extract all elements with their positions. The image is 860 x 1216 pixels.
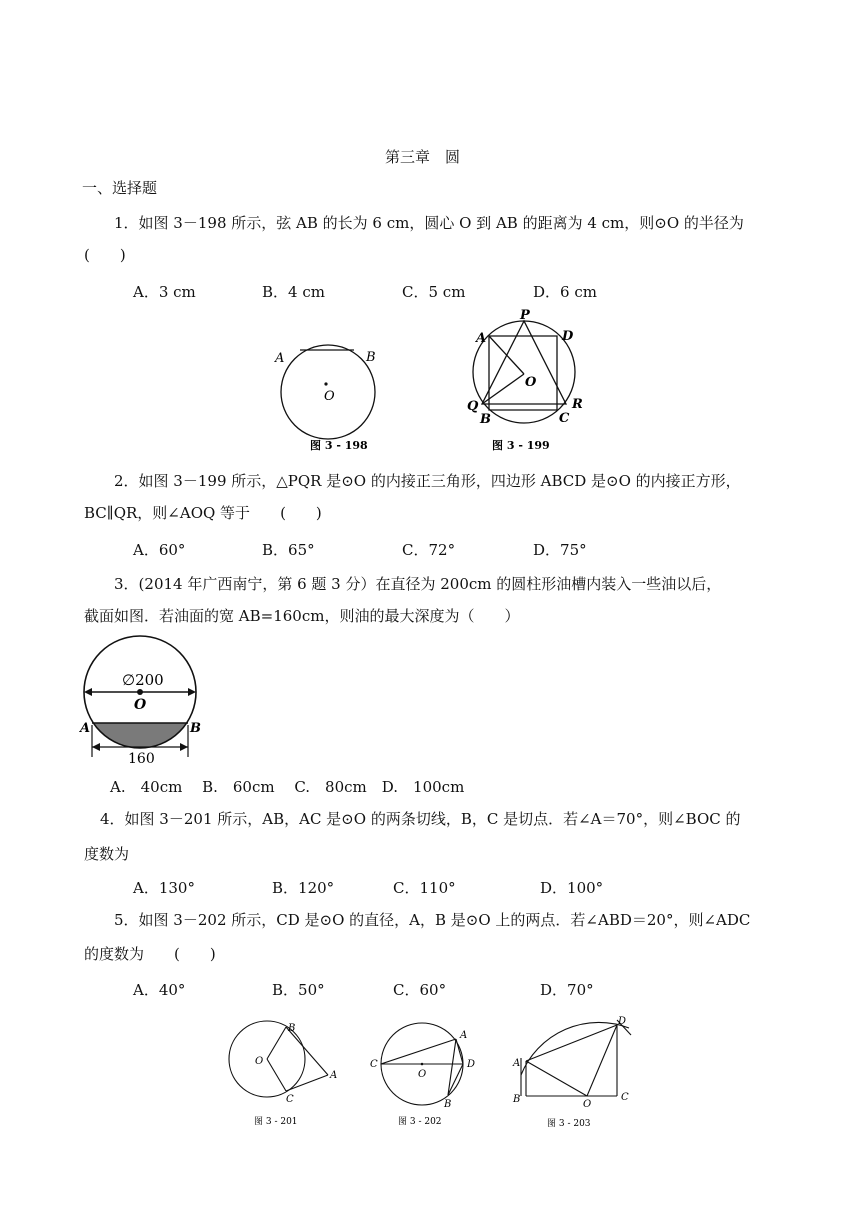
q5-option-b: B．50°: [272, 981, 325, 999]
fig201-label-b: B: [288, 1023, 296, 1034]
fig203-label-b: B: [513, 1094, 521, 1105]
fig201-caption: 图 3 - 201: [254, 1117, 298, 1127]
fig199-label-o: O: [525, 375, 537, 390]
q5-option-a: A．40°: [133, 981, 186, 999]
fig200-diameter-label: ∅200: [122, 671, 164, 689]
figure-3-199: [462, 308, 592, 456]
q1-text-line1: 1．如图 3－198 所示，弦 AB 的长为 6 cm，圆心 O 到 AB 的距离为 4 cm，则⊙O 的半径为: [114, 214, 744, 232]
fig199-label-q: Q: [467, 399, 479, 414]
q3-options: A. 40cm B. 60cm C. 80cm D. 100cm: [110, 778, 465, 796]
fig202-label-c: C: [370, 1059, 378, 1070]
q4-text-line2: 度数为: [84, 845, 130, 863]
q4-option-c: C．110°: [393, 879, 456, 897]
q3-text-line2: 截面如图．若油面的宽 AB=160cm，则油的最大深度为（ ）: [84, 607, 520, 625]
fig199-label-r: R: [572, 397, 583, 412]
q2-option-a: A．60°: [133, 541, 186, 559]
fig200-width-label: 160: [128, 751, 155, 767]
q1-option-c: C．5 cm: [402, 283, 466, 301]
fig199-label-d: D: [562, 329, 574, 344]
fig202-label-d: D: [467, 1059, 476, 1070]
q5-text-line2: 的度数为 ( ): [84, 945, 216, 963]
fig203-label-a: A: [513, 1058, 521, 1069]
fig198-label-b: B: [366, 350, 376, 365]
q2-option-d: D．75°: [533, 541, 587, 559]
fig203-label-c: C: [621, 1092, 629, 1103]
q3-text-line1: 3．(2014 年广西南宁，第 6 题 3 分）在直径为 200cm 的圆柱形油槽内装入一些油以后，: [114, 575, 722, 593]
q1-option-a: A．3 cm: [133, 283, 196, 301]
fig201-label-a: A: [330, 1070, 338, 1081]
q5-option-c: C．60°: [393, 981, 447, 999]
fig202-label-a: A: [460, 1030, 468, 1041]
fig201-label-c: C: [286, 1094, 294, 1105]
q4-option-b: B．120°: [272, 879, 335, 897]
figure-3-198: [270, 335, 390, 460]
q4-text-line1: 4．如图 3－201 所示，AB，AC 是⊙O 的两条切线，B，C 是切点．若∠A＝70°，则∠BOC 的: [100, 810, 741, 828]
figure-3-202: [365, 1018, 490, 1130]
fig201-label-o: O: [255, 1056, 264, 1067]
fig198-caption: 图 3 - 198: [310, 439, 368, 452]
q5-option-d: D．70°: [540, 981, 594, 999]
q4-option-a: A．130°: [133, 879, 195, 897]
fig199-caption: 图 3 - 199: [492, 439, 550, 452]
figure-3-203: [507, 1010, 642, 1130]
fig203-caption: 图 3 - 203: [547, 1119, 591, 1129]
fig203-label-d: D: [618, 1016, 627, 1027]
fig199-label-c: C: [559, 411, 570, 426]
q4-option-d: D．100°: [540, 879, 604, 897]
fig200-label-o: O: [134, 697, 147, 713]
q2-text-line1: 2．如图 3－199 所示，△PQR 是⊙O 的内接正三角形，四边形 ABCD 是⊙O 的内接正方形，: [114, 472, 741, 490]
fig199-label-p: P: [520, 308, 530, 323]
section-heading: 一、选择题: [82, 179, 158, 197]
fig200-label-b: B: [190, 721, 201, 736]
fig200-label-a: A: [80, 721, 91, 736]
fig202-caption: 图 3 - 202: [398, 1117, 442, 1127]
q2-text-line2: BC∥QR，则∠AOQ 等于 ( ): [84, 504, 322, 522]
fig203-label-o: O: [583, 1099, 592, 1110]
fig202-label-o: O: [418, 1069, 427, 1080]
q2-option-b: B．65°: [262, 541, 315, 559]
q2-option-c: C．72°: [402, 541, 456, 559]
page-title: 第三章 圆: [385, 148, 461, 166]
fig199-label-a: A: [476, 331, 487, 346]
figure-3-201: [222, 1018, 347, 1130]
fig198-label-o: O: [324, 389, 335, 404]
q1-option-b: B．4 cm: [262, 283, 325, 301]
q5-text-line1: 5．如图 3－202 所示，CD 是⊙O 的直径，A，B 是⊙O 上的两点．若∠ABD＝20°，则∠ADC: [114, 911, 751, 929]
fig202-label-b: B: [444, 1099, 452, 1110]
q1-text-line2: ( ): [84, 246, 126, 264]
fig199-label-b: B: [480, 412, 491, 427]
q1-option-d: D．6 cm: [533, 283, 597, 301]
figure-oil-tank: [78, 633, 208, 768]
fig198-label-a: A: [275, 351, 285, 366]
